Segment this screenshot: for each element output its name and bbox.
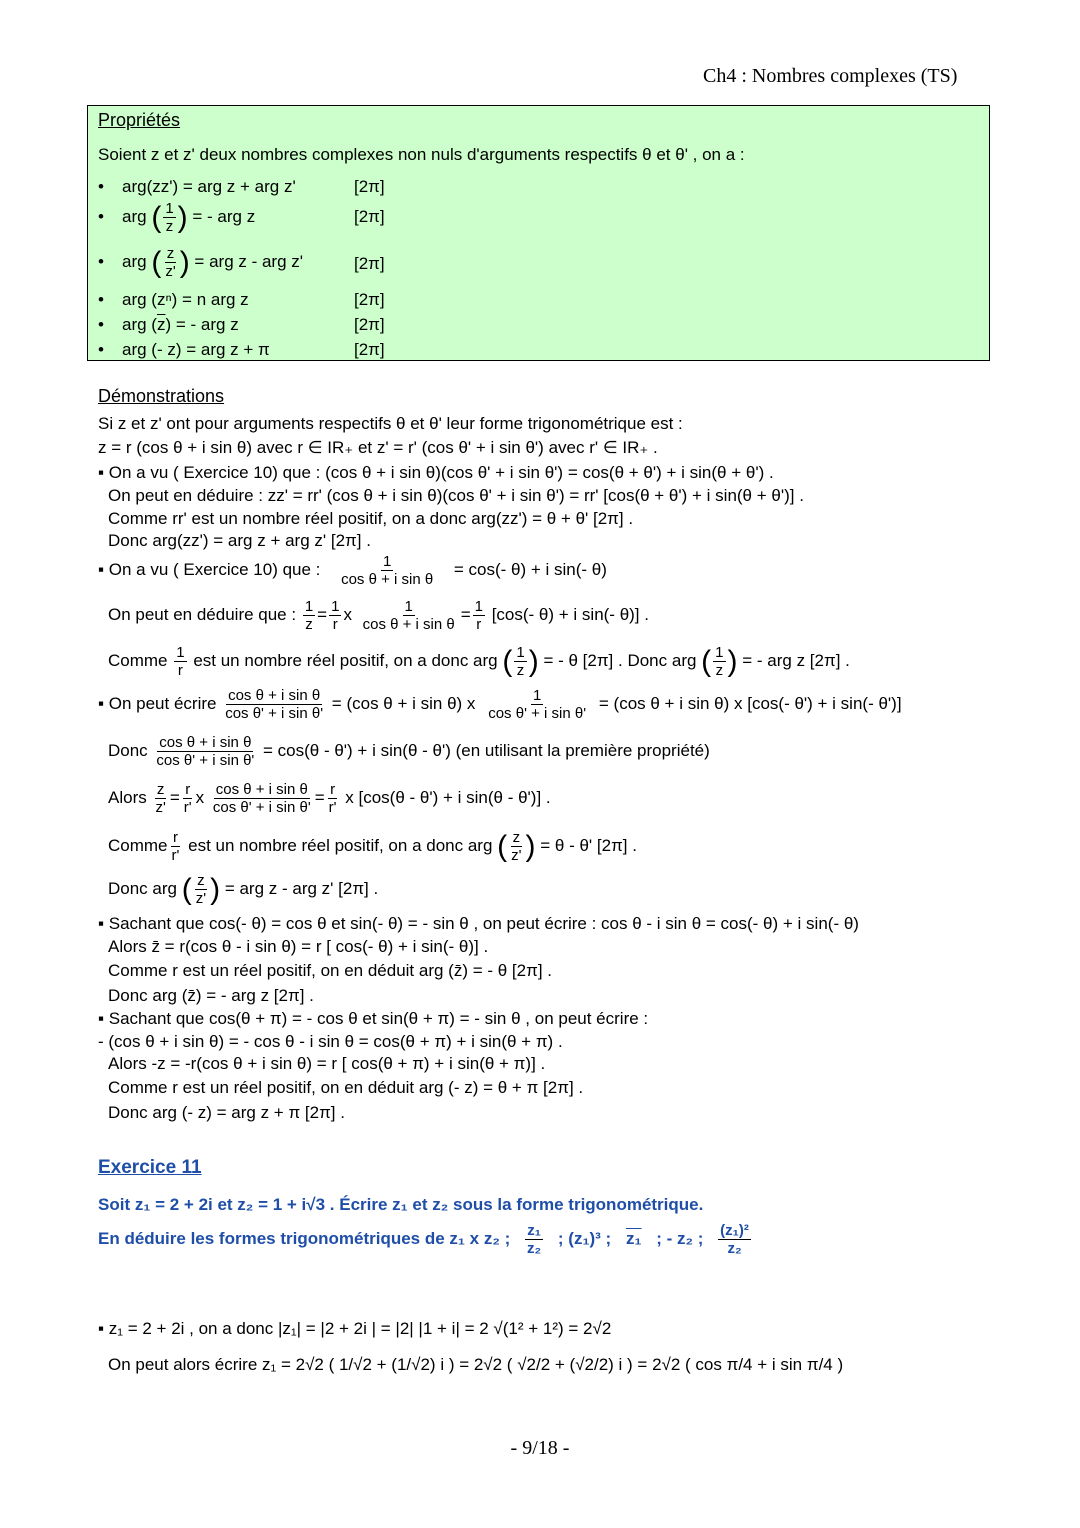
demo-line-3: ▪ On a vu ( Exercice 10) que : (cos θ + i sin θ)(cos θ' + i sin θ') = cos(θ + θ') + i sin(θ + θ') . [98,463,774,482]
demo-line-14: Donc arg ( $\frac{z}{z'}$ ) = arg z - arg z' [2π] . [108,872,379,908]
exercise-question-1: Soit z₁ = 2 + 2i et z₂ = 1 + i√3 . Écrire z₁ et z₂ sous la forme trigonométrique. [98,1195,704,1214]
demo-line-17: Comme r est un réel positif, on en déduit arg (z̄) = - θ [2π] . [108,961,553,980]
property-1: • arg(zz') = arg z + arg z' [98,177,296,196]
demonstrations-title: Démonstrations [98,386,225,406]
demo-line-12: Alors $\frac{z}{z'}$ = $\frac{r}{r'}$ x $\frac{\text{cos θ + i sin θ}}{\text{cos θ' + i sin θ'}}$ = $\frac{r}{r'}$ x [cos(θ - θ') + i sin(θ - θ')] . [108,781,551,817]
demo-line-10: ▪ On peut écrire $\frac{\text{cos θ + i sin θ}}{\text{cos θ' + i sin θ'}}$ = (cos θ + i sin θ) x $\frac{1}{\text{cos θ' + i sin θ'}}$ = (cos θ + i sin θ) x [cos(- θ') + i sin(- θ')] [98,687,902,723]
property-2: • arg ( $\frac{1}{z}$ ) = - arg z [98,200,256,236]
properties-box [87,105,990,361]
property-4: • arg (zⁿ) = n arg z [98,290,249,309]
demo-line-19: ▪ Sachant que cos(θ + π) = - cos θ et sin(θ + π) = - sin θ , on peut écrire : [98,1009,649,1028]
demo-line-15: ▪ Sachant que cos(- θ) = cos θ et sin(- θ) = - sin θ , on peut écrire : cos θ - i sin θ = cos(- θ) + i sin(- θ) [98,914,859,933]
demo-line-22: Comme r est un réel positif, on en déduit arg (- z) = θ + π [2π] . [108,1078,584,1097]
demo-line-9: Comme $\frac{1}{r}$ est un nombre réel positif, on a donc arg ( $\frac{1}{z}$ ) = - θ [2π] . Donc arg ( $\frac{1}{z}$ ) = - arg z [2π] . [108,644,850,680]
property-4-mod: [2π] [354,290,385,309]
demo-line-23: Donc arg (- z) = arg z + π [2π] . [108,1103,345,1122]
properties-title: Propriétés [98,110,181,130]
demo-line-5: Comme rr' est un nombre réel positif, on a donc arg(zz') = θ + θ' [2π] . [108,509,634,528]
answer-line-2: On peut alors écrire z₁ = 2√2 ( 1/√2 + (1/√2) i ) = 2√2 ( √2/2 + (√2/2) i ) = 2√2 ( cos π/4 + i sin π/4 ) [108,1355,844,1374]
demo-line-1: Si z et z' ont pour arguments respectifs θ et θ' leur forme trigonométrique est : [98,414,683,433]
demo-line-18: Donc arg (z̄) = - arg z [2π] . [108,986,314,1005]
exercise-title: Exercice 11 [98,1157,202,1178]
demo-line-8: On peut en déduire que : $\frac{1}{z}$ = $\frac{1}{r}$ x $\frac{1}{\text{cos θ + i sin θ}}$ = $\frac{1}{r}$ [cos(- θ) + i sin(- θ)] . [108,598,649,634]
demo-line-4: On peut en déduire : zz' = rr' (cos θ + i sin θ)(cos θ' + i sin θ') = rr' [cos(θ + θ') + i sin(θ + θ')] . [108,486,804,505]
demo-line-21: Alors -z = -r(cos θ + i sin θ) = r [ cos(θ + π) + i sin(θ + π)] . [108,1054,546,1073]
property-1-mod: [2π] [354,177,385,196]
property-6: • arg (- z) = arg z + π [98,340,270,359]
page-number: - 9/18 - [510,1437,570,1459]
property-2-mod: [2π] [354,207,385,226]
demo-line-20: - (cos θ + i sin θ) = - cos θ - i sin θ = cos(θ + π) + i sin(θ + π) . [98,1032,563,1051]
property-3: • arg ( $\frac{z}{z'}$ ) = arg z - arg z' [98,245,304,281]
properties-intro: Soient z et z' deux nombres complexes non nuls d'arguments respectifs θ et θ' , on a : [98,145,745,164]
demo-line-2: z = r (cos θ + i sin θ) avec r ∈ IR₊ et z' = r' (cos θ' + i sin θ') avec r' ∈ IR₊ . [98,438,658,457]
demo-line-7: ▪ On a vu ( Exercice 10) que : $\frac{1}{\text{cos θ + i sin θ}}$ = cos(- θ) + i sin(- θ) [98,553,607,589]
demo-line-11: Donc $\frac{\text{cos θ + i sin θ}}{\text{cos θ' + i sin θ'}}$ = cos(θ - θ') + i sin(θ - θ') (en utilisant la première propriété) [108,734,710,770]
property-5: • arg $(\overline{z})$ = - arg z [98,315,239,334]
answer-line-1: ▪ z₁ = 2 + 2i , on a donc |z₁| = |2 + 2i | = |2| |1 + i| = 2 √(1² + 1²) = 2√2 [98,1319,612,1338]
demo-line-16: Alors z̄ = r(cos θ - i sin θ) = r [ cos(- θ) + i sin(- θ)] . [108,937,489,956]
chapter-header: Ch4 : Nombres complexes (TS) [703,65,958,87]
property-3-mod: [2π] [354,254,385,273]
demo-line-6: Donc arg(zz') = arg z + arg z' [2π] . [108,531,371,550]
exercise-question-2: En déduire les formes trigonométriques de z₁ x z₂ ; $\frac{\text{z₁}}{\text{z₂}}$ ; (z₁)³ ; z₁ ; - z₂ ; $\frac{\text{(z₁)²}}{\text{z₂}}$ [98,1222,749,1258]
property-6-mod: [2π] [354,340,385,359]
property-5-mod: [2π] [354,315,385,334]
demo-line-13: Comme $\frac{r}{r'}$ est un nombre réel positif, on a donc arg ( $\frac{z}{z'}$ ) = θ - θ' [2π] . [108,829,637,865]
